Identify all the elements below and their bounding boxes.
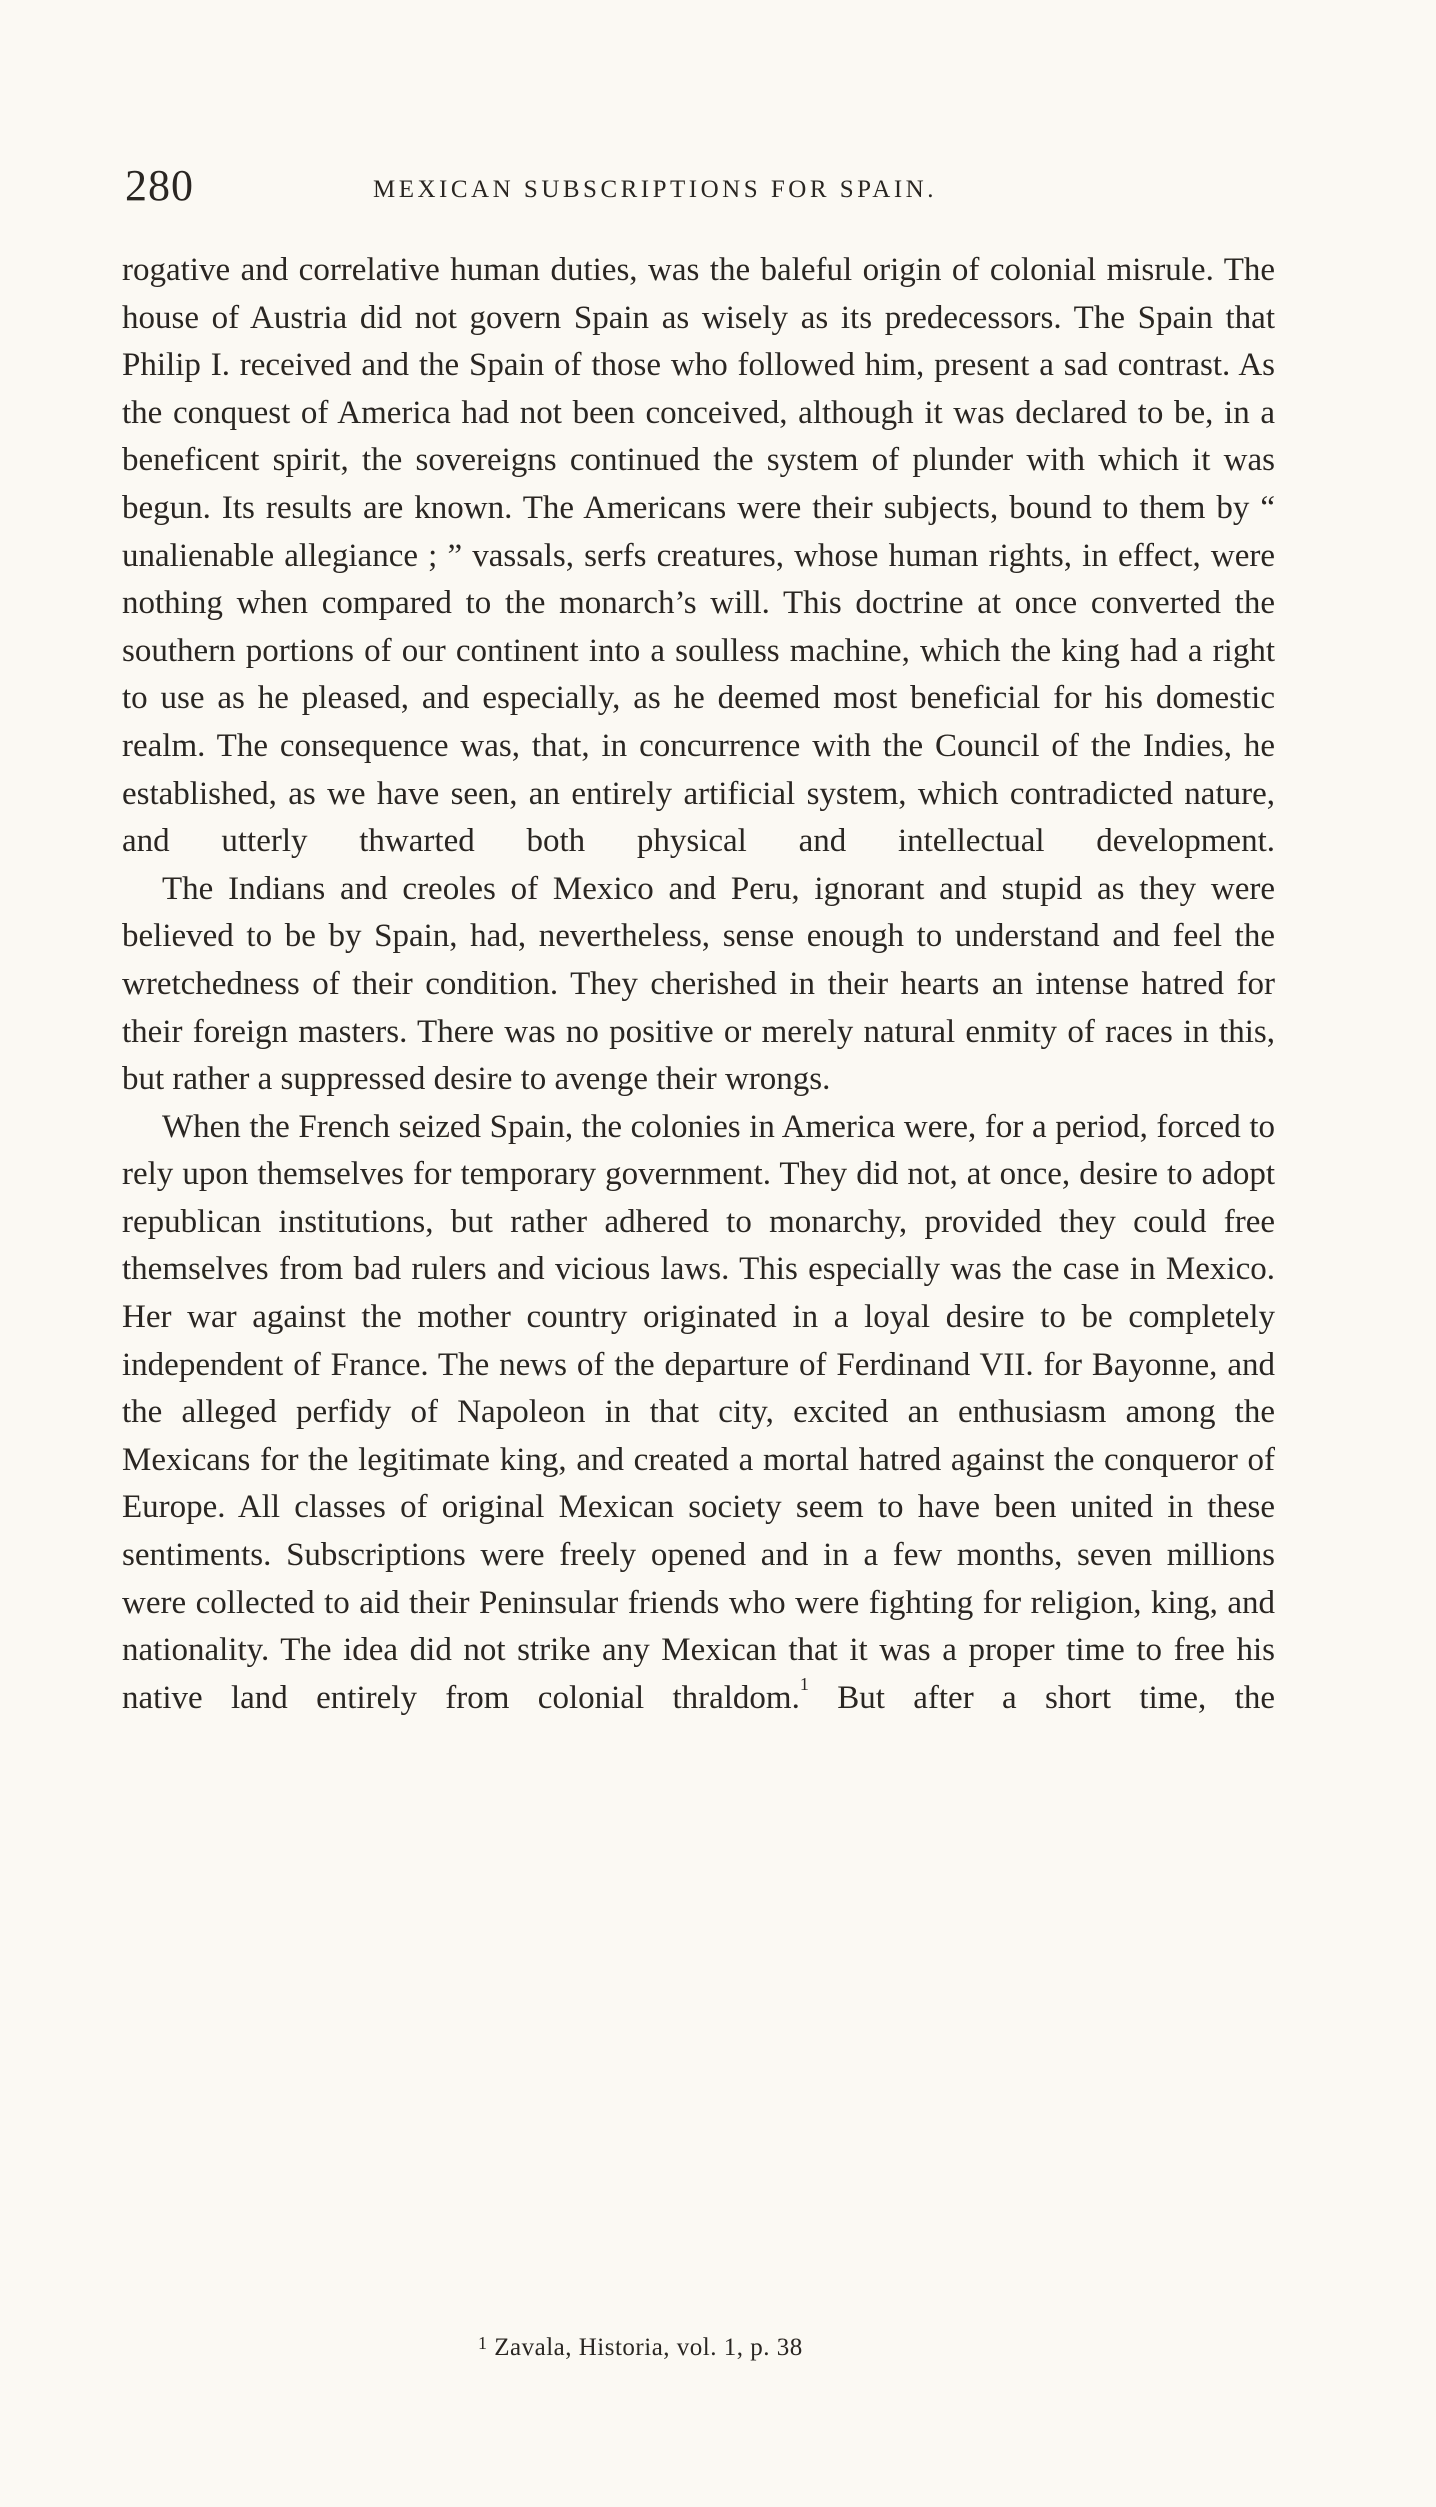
paragraph-3: [122, 1104, 1275, 1723]
page-header: [125, 160, 1275, 220]
body-text: [122, 247, 1275, 1722]
page-number: 280: [125, 161, 194, 210]
footnote-reference: 1: [799, 1673, 809, 1694]
paragraph-3-continuation: But after a short time, the: [808, 1679, 1275, 1716]
footnote-text: Zavala, Historia, vol. 1, p. 38: [487, 2334, 803, 2361]
footnote: [478, 2334, 803, 2362]
paragraph-3-text: When the French seized Spain, the colonies in America were, for a period, forced to rely upon themselves for temporary government. They did not, at once, desire to adopt republican institutions, but rather adhered to monarchy, provided they could free themselves from bad rulers and vicious laws. This especially was the case in Mexico. Her war against the mother country originated in a loyal desire to be completely independent of France. The news of the departure of Ferdinand VII. for Bayonne, and the alleged perfidy of Napoleon in that city, excited an enthusiasm among the Mexicans for the legitimate king, and created a mortal hatred against the conqueror of Europe. All classes of original Mexican society seem to have been united in these sentiments. Subscriptions were freely opened and in a few months, seven millions were collected to aid their Peninsular friends who were fighting for religion, king, and nationality. The idea did not strike any Mexican that it was a proper time to free his native land entirely from colonial thraldom.: [122, 1108, 1275, 1716]
paragraph-2: The Indians and creoles of Mexico and Peru, ignorant and stupid as they were believed to be by Spain, had, nevertheless, sense enough to understand and feel the wretchedness of their condition. They cherished in their hearts an intense hatred for their foreign masters. There was no positive or merely natural enmity of races in this, but rather a suppressed desire to avenge their wrongs.: [122, 870, 1275, 1098]
paragraph-1: rogative and correlative human duties, was the baleful origin of colonial misrule. The house of Austria did not govern Spain as wisely as its predecessors. The Spain that Philip I. received and the Spain of those who followed him, present a sad contrast. As the conquest of America had not been conceived, although it was declared to be, in a beneficent spirit, the sovereigns continued the system of plunder with which it was begun. Its results are known. The Americans were their subjects, bound to them by “ unalienable allegiance ; ” vassals, serfs creatures, whose human rights, in effect, were nothing when compared to the monarch’s will. This doctrine at once converted the southern portions of our continent into a soulless machine, which the king had a right to use as he pleased, and especially, as he deemed most beneficial for his domestic realm. The consequence was, that, in concurrence with the Council of the Indies, he established, as we have seen, an entirely artificial system, which contradicted nature, and utterly thwarted both physical and intellectual development.: [122, 252, 1275, 860]
footnote-marker: 1: [478, 2333, 488, 2353]
running-title: MEXICAN SUBSCRIPTIONS FOR SPAIN.: [373, 176, 937, 203]
